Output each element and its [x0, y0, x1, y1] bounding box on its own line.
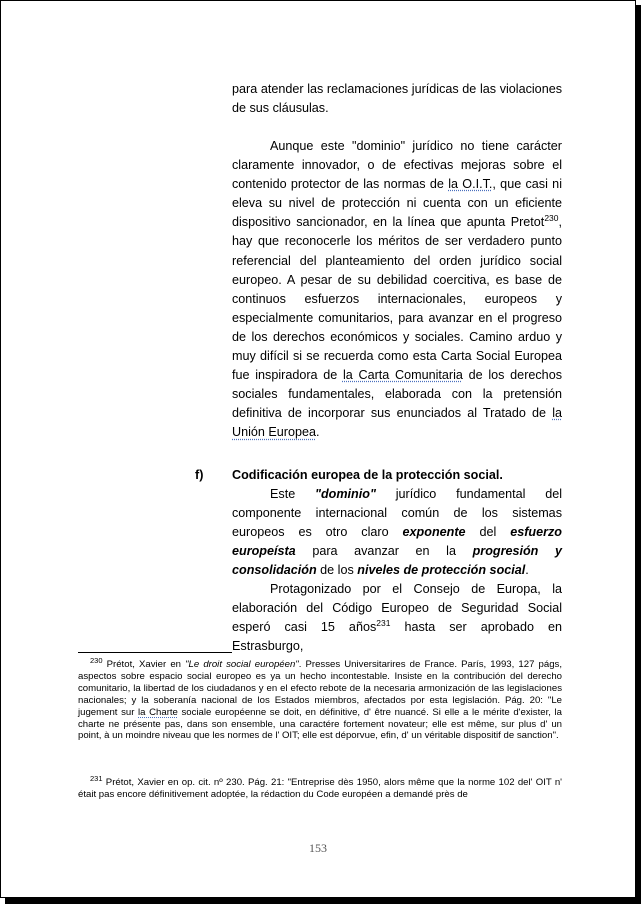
- paragraph-main: [232, 137, 562, 443]
- paragraph-main-text: Aunque este "dominio" jurídico no tiene carácter claramente innovador, o de efectivas mejoras sobre el contenido protector de las normas de la O.I.T., que casi ni eleva su nivel de protección ni cuenta con un eficiente dispositivo sancionador, en la línea que apunta Pretot$^{230}$, hay que reconocerle los méritos de ser verdadero punto referencial del planteamiento del orden jurídico social europeo. A pesar de su debilidad coercitiva, es base de continuos esfuerzos internacionales, europeos y especialmente comunitarios, para avanzar en el progreso de los derechos económicos y sociales. Camino arduo y muy difícil si se recuerda como esta Carta Social Europea fue inspiradora de la Carta Comunitaria de los derechos sociales fundamentales, elaborada con la pretensión definitiva de incorporar sus enunciados al Tratado de la Unión Europea.: [232, 139, 562, 440]
- footnote-231: [78, 773, 562, 801]
- paragraph-f2: [232, 580, 562, 656]
- footnote-231-text: $^{231}$ Prétot, Xavier en op. cit. nº 230. Pág. 21: "Entreprise dès 1950, alors même que la norme 102 del' OIT n' était pas encore définitivement adoptée, la rédaction du Code européen a demandé près de: [78, 773, 562, 800]
- section-letter: f): [195, 468, 204, 482]
- paragraph-f1-text: Este "dominio" jurídico fundamental del componente internacional común de los sistemas europeos es otro claro exponente del esfuerzo europeísta para avanzar en la progresión y consolidación de los niveles de protección social.: [232, 487, 563, 578]
- paragraph-top: [232, 80, 562, 118]
- link-oit: la O.I.T.: [448, 177, 493, 192]
- footnote-230-text: $^{230}$ Prétot, Xavier en "Le droit social européen". Presses Universitarires de France. París, 1993, 127 págs, aspectos sobre espacio social europeo es ya un hecho incontestable. Insiste en la contribución del derecho comunitario, la libertad de los ciudadanos y en el efecto rebote de la necesaria armonización de las legislaciones nacionales; y la soberanía nacional de los Estados miembros, afectados por esta legislación. Pág. 20: "Le jugement sur la Charte sociale européenne se doit, en définitive, d' être nuancé. Si elle a le mérite d'exister, la charte ne présente pas, dans son ensemble, una caractére fortement novateur; elle est même, sur plus d' un point, à un moindre niveau que les normes de l' OIT; elle est déporvue, efin, d' un véritable dispositif de sanction".: [78, 655, 563, 742]
- paragraph-top-text: para atender las reclamaciones jurídicas de las violaciones de sus cláusulas.: [232, 82, 562, 116]
- link-union-europea: Unión Europea: [232, 425, 317, 440]
- paragraph-f2-text: Protagonizado por el Consejo de Europa, la elaboración del Código Europeo de Seguridad Social esperó casi 15 años$^{231}$ hasta ser aprobado en Estrasburgo,: [232, 582, 563, 654]
- footnote-230: [78, 655, 563, 742]
- section-title: Codificación europea de la protección social.: [232, 468, 503, 482]
- link-carta-comunitaria: la Carta Comunitaria: [342, 368, 463, 383]
- page-shadow-right: [636, 5, 641, 903]
- page-number: 153: [309, 841, 327, 855]
- footnote-separator: [78, 652, 232, 653]
- paragraph-f1: [232, 485, 562, 580]
- page-shadow-bottom: [5, 898, 641, 904]
- footnote-ref-231[interactable]: 231: [376, 618, 391, 628]
- footnote-ref-230[interactable]: 230: [544, 213, 559, 224]
